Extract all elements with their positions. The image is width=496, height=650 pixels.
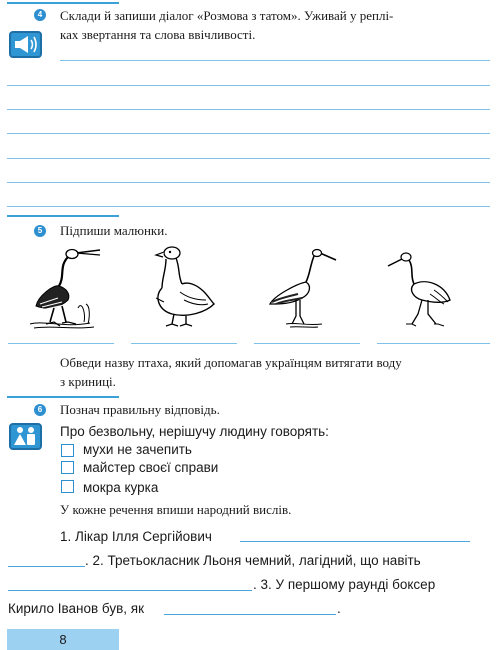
answer-line[interactable] [7,206,490,207]
task6-fill-instruction: У кожне речення впиши народний вислів. [60,502,292,517]
task4-text-line2: ках звертання та слова ввічливості. [60,27,256,42]
answer-line[interactable] [7,182,490,183]
task5-instruction: Підпиши малюнки. [60,223,168,238]
task6-number: 6 [34,404,46,416]
fill-line-1-continued[interactable] [8,566,85,567]
task5-top-bar [7,215,119,217]
option-checkbox-1[interactable] [61,444,74,457]
sentence-1: 1. Лікар Ілля Сергійович [60,529,212,544]
megaphone-icon [9,31,42,58]
option-checkbox-2[interactable] [61,461,74,474]
task5-followup-line2: з криниці. [60,374,116,389]
goose-picture [148,244,222,330]
task4-top-bar [7,2,119,4]
task6-instruction: Познач правильну відповідь. [60,402,220,417]
task5-number: 5 [34,225,46,237]
fill-line-3[interactable] [164,614,336,615]
option-label-1: мухи не зачепить [83,442,192,457]
answer-line[interactable] [7,133,490,134]
caption-line-1[interactable] [8,343,114,344]
sentence-end-period: . [337,601,341,616]
task6-question: Про безвольну, нерішучу людину говорять: [60,424,329,439]
task4-text-line1: Склади й запиши діалог «Розмова з татом». Уживай у реплі- [60,8,394,23]
caption-line-3[interactable] [254,343,360,344]
task6-top-bar [7,396,119,398]
sentence-3: . 3. У першому раунді боксер [253,577,436,592]
fill-line-1[interactable] [240,541,470,542]
two-people-icon [9,423,42,450]
caption-line-4[interactable] [377,343,490,344]
page-number-box [7,629,119,650]
crane-picture [378,244,458,330]
stork-picture [262,244,338,330]
option-checkbox-3[interactable] [61,480,74,493]
fill-line-2[interactable] [8,590,252,591]
option-label-3: мокра курка [83,480,159,495]
task4-number: 4 [34,9,46,21]
task5-followup-line1: Обведи назву птаха, який допомагав українцям витягати воду [60,355,402,370]
answer-line[interactable] [60,60,490,61]
heron-picture [24,244,104,330]
sentence-2: . 2. Третьокласник Льоня чемний, лагідний, що навіть [85,553,421,568]
page-number: 8 [59,632,67,647]
answer-line[interactable] [7,109,490,110]
answer-line[interactable] [7,85,490,86]
answer-line[interactable] [7,158,490,159]
caption-line-2[interactable] [131,343,237,344]
sentence-4: Кирило Іванов був, як [8,601,144,616]
option-label-2: майстер своєї справи [83,460,219,475]
